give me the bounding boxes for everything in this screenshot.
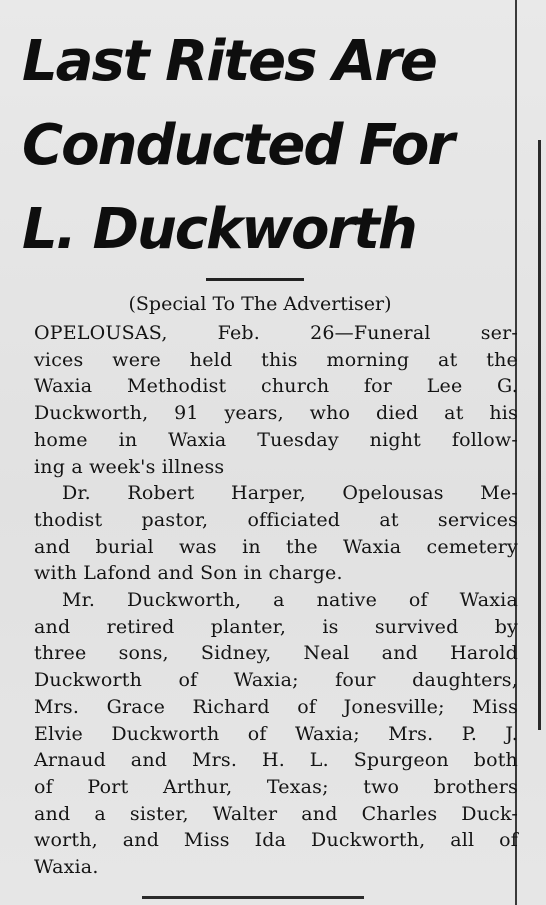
article-line: OPELOUSAS, Feb. 26—Funeral ser- <box>34 322 518 344</box>
article-line: Duckworth of Waxia; four daughters, <box>34 669 518 692</box>
article-line: Mr. Duckworth, a native of Waxia <box>62 589 518 612</box>
bottom-rule <box>142 896 364 899</box>
article-line: and burial was in the Waxia cemetery <box>34 535 518 558</box>
article-line: Waxia Methodist church for Lee G. <box>34 375 518 398</box>
adjacent-column-edge <box>538 140 541 730</box>
byline: (Special To The Advertiser) <box>128 293 392 315</box>
article-line: Arnaud and Mrs. H. L. Spurgeon both <box>34 749 518 772</box>
article-line: thodist pastor, officiated at services <box>34 508 518 531</box>
headline-line: Conducted For <box>22 113 453 178</box>
article-line: Duckworth, 91 years, who died at his <box>34 402 518 425</box>
headline-line: L. Duckworth <box>22 197 416 262</box>
article-line: vices were held this morning at the <box>34 348 518 371</box>
article-line: of Port Arthur, Texas; two brothers <box>34 775 518 798</box>
headline-line: Last Rites Are <box>22 29 436 94</box>
article-line: Mrs. Grace Richard of Jonesville; Miss <box>34 695 518 718</box>
article-body <box>34 320 518 881</box>
article-line: ing a week's illness <box>34 455 225 478</box>
article-line: Dr. Robert Harper, Opelousas Me- <box>62 482 518 505</box>
headline <box>22 20 512 272</box>
article-line: and a sister, Walter and Charles Duck- <box>34 802 518 825</box>
headline-divider <box>206 278 304 281</box>
article-line: and retired planter, is survived by <box>34 615 518 638</box>
article-line: Elvie Duckworth of Waxia; Mrs. P. J. <box>34 722 518 745</box>
article-line: worth, and Miss Ida Duckworth, all of <box>34 829 518 852</box>
article-line: three sons, Sidney, Neal and Harold <box>34 642 518 665</box>
article-line: with Lafond and Son in charge. <box>34 562 343 585</box>
article-line: Waxia. <box>34 856 99 879</box>
article-line: home in Waxia Tuesday night follow- <box>34 428 518 451</box>
